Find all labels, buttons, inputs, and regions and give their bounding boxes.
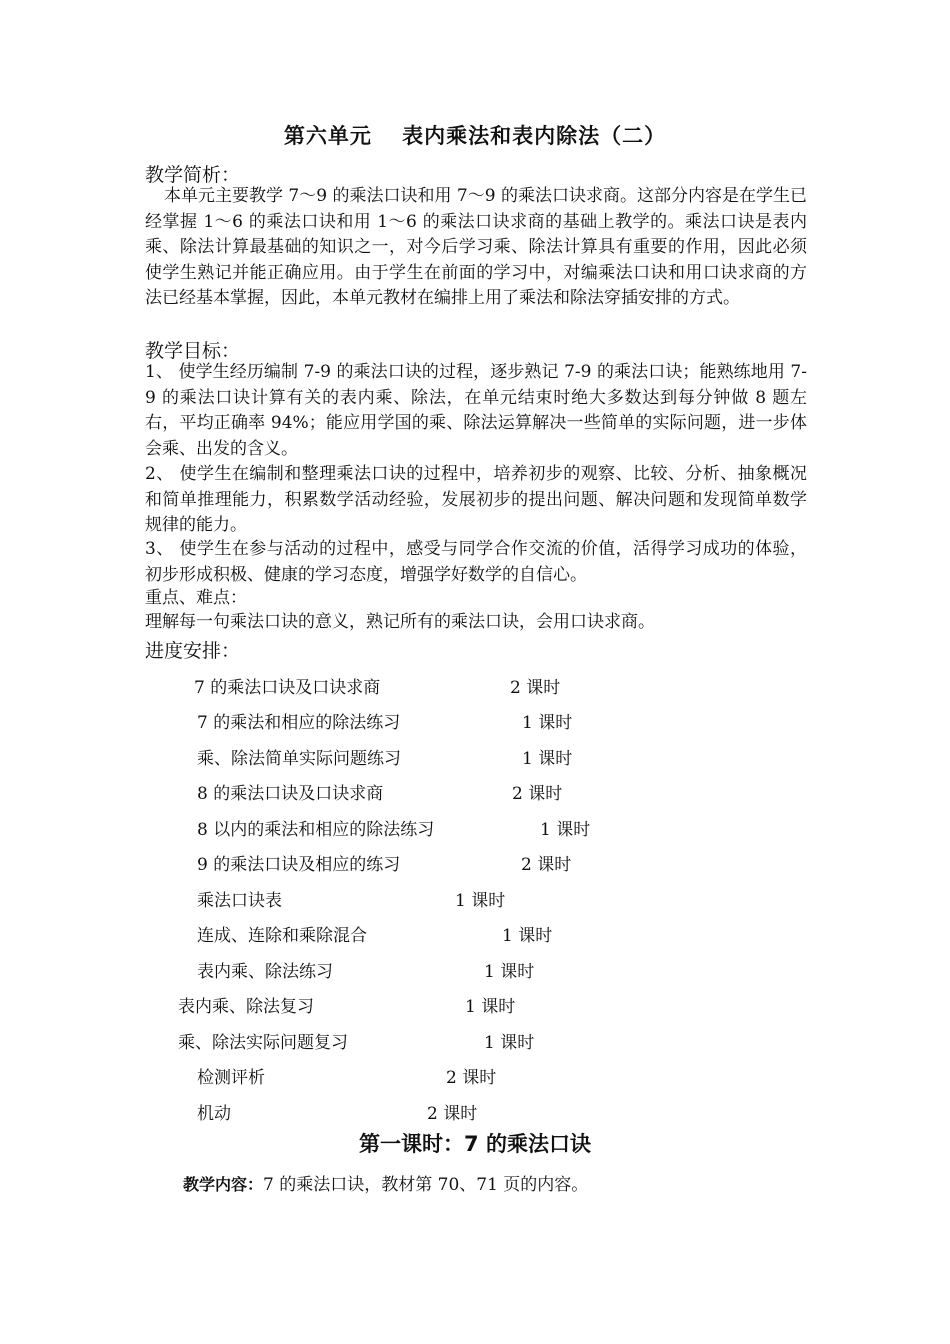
- schedule-row-name: 8 以内的乘法和相应的除法练习: [197, 820, 435, 840]
- analysis-paragraph: 本单元主要教学 7～9 的乘法口诀和用 7～9 的乘法口诀求商。这部分内容是在学生已经掌握 1～6 的乘法口诀和用 1～6 的乘法口诀求商的基础上教学的。乘法口诀是表内乘、除法计算最基础的知识之一，对今后学习乘、除法计算具有重要的作用，因此必须使学生熟记并能正确应用。由于学生在前面的学习中，对编乘法口诀和用口诀求商的方法已经基本掌握，因此，本单元教材在编排上用了乘法和除法穿插安排的方式。: [145, 186, 807, 308]
- lesson-title: 第一课时：7 的乘法口诀: [359, 1132, 591, 1156]
- schedule-row-name: 乘、除法实际问题复习: [178, 1033, 348, 1053]
- schedule-row-name: 机动: [197, 1104, 231, 1124]
- lesson-content-label: 教学内容：: [183, 1175, 264, 1194]
- schedule-row-name: 8 的乘法口诀及口诀求商: [197, 784, 384, 804]
- lesson-content: [183, 1170, 588, 1195]
- goal-item-1: 1、 使学生经历编制 7-9 的乘法口诀的过程，逐步熟记 7-9 的乘法口诀；能熟练地用 7-9 的乘法口诀计算有关的表内乘、除法，在单元结束时绝大多数达到每分钟做 8 题左右，平均正确率 94%；能应用学国的乘、除法运算解决一些简单的实际问题，进一步体会乘、出发的含义。: [145, 362, 807, 459]
- schedule-row-time: 1 课时: [522, 713, 573, 733]
- goals-heading: 教学目标：: [145, 340, 241, 362]
- schedule-row-name: 7 的乘法口诀及口诀求商: [194, 678, 381, 698]
- schedule-row-time: 2 课时: [521, 855, 572, 875]
- schedule-row-time: 1 课时: [540, 820, 591, 840]
- schedule-row-name: 表内乘、除法复习: [178, 997, 314, 1017]
- schedule-row-time: 1 课时: [522, 749, 573, 769]
- unit-title: 第六单元 表内乘法和表内除法（二）: [283, 124, 667, 148]
- schedule-heading: 进度安排：: [145, 640, 241, 662]
- schedule-row-time: 2 课时: [427, 1104, 478, 1124]
- schedule-row-time: 2 课时: [510, 678, 561, 698]
- schedule-row-name: 乘、除法简单实际问题练习: [197, 749, 401, 769]
- key-points-text: 理解每一句乘法口诀的意义，熟记所有的乘法口诀，会用口诀求商。: [145, 612, 655, 632]
- goal-item-2: 2、 使学生在编制和整理乘法口诀的过程中，培养初步的观察、比较、分析、抽象概况和简单推理能力，积累数学活动经验，发展初步的提出问题、解决问题和发现简单数学规律的能力。: [145, 464, 807, 535]
- schedule-row-name: 乘法口诀表: [197, 891, 282, 911]
- schedule-row-time: 2 课时: [446, 1068, 497, 1088]
- schedule-row-time: 1 课时: [502, 926, 553, 946]
- analysis-heading: 教学简析：: [145, 164, 241, 186]
- schedule-row-time: 1 课时: [455, 891, 506, 911]
- schedule-row-time: 1 课时: [465, 997, 516, 1017]
- schedule-row-time: 2 课时: [512, 784, 563, 804]
- goal-item-3: 3、 使学生在参与活动的过程中，感受与同学合作交流的价值，活得学习成功的体验，初步形成积极、健康的学习态度，增强学好数学的自信心。: [145, 539, 807, 585]
- lesson-content-text: 7 的乘法口诀，教材第 70、71 页的内容。: [263, 1175, 589, 1195]
- schedule-row-time: 1 课时: [484, 1033, 535, 1053]
- schedule-row-time: 1 课时: [484, 962, 535, 982]
- schedule-row-name: 检测评析: [197, 1068, 265, 1088]
- schedule-row-name: 9 的乘法口诀及相应的练习: [197, 855, 401, 875]
- key-points-label: 重点、难点：: [145, 588, 247, 608]
- schedule-row-name: 7 的乘法和相应的除法练习: [197, 713, 401, 733]
- schedule-row-name: 表内乘、除法练习: [197, 962, 333, 982]
- schedule-row-name: 连成、连除和乘除混合: [197, 926, 367, 946]
